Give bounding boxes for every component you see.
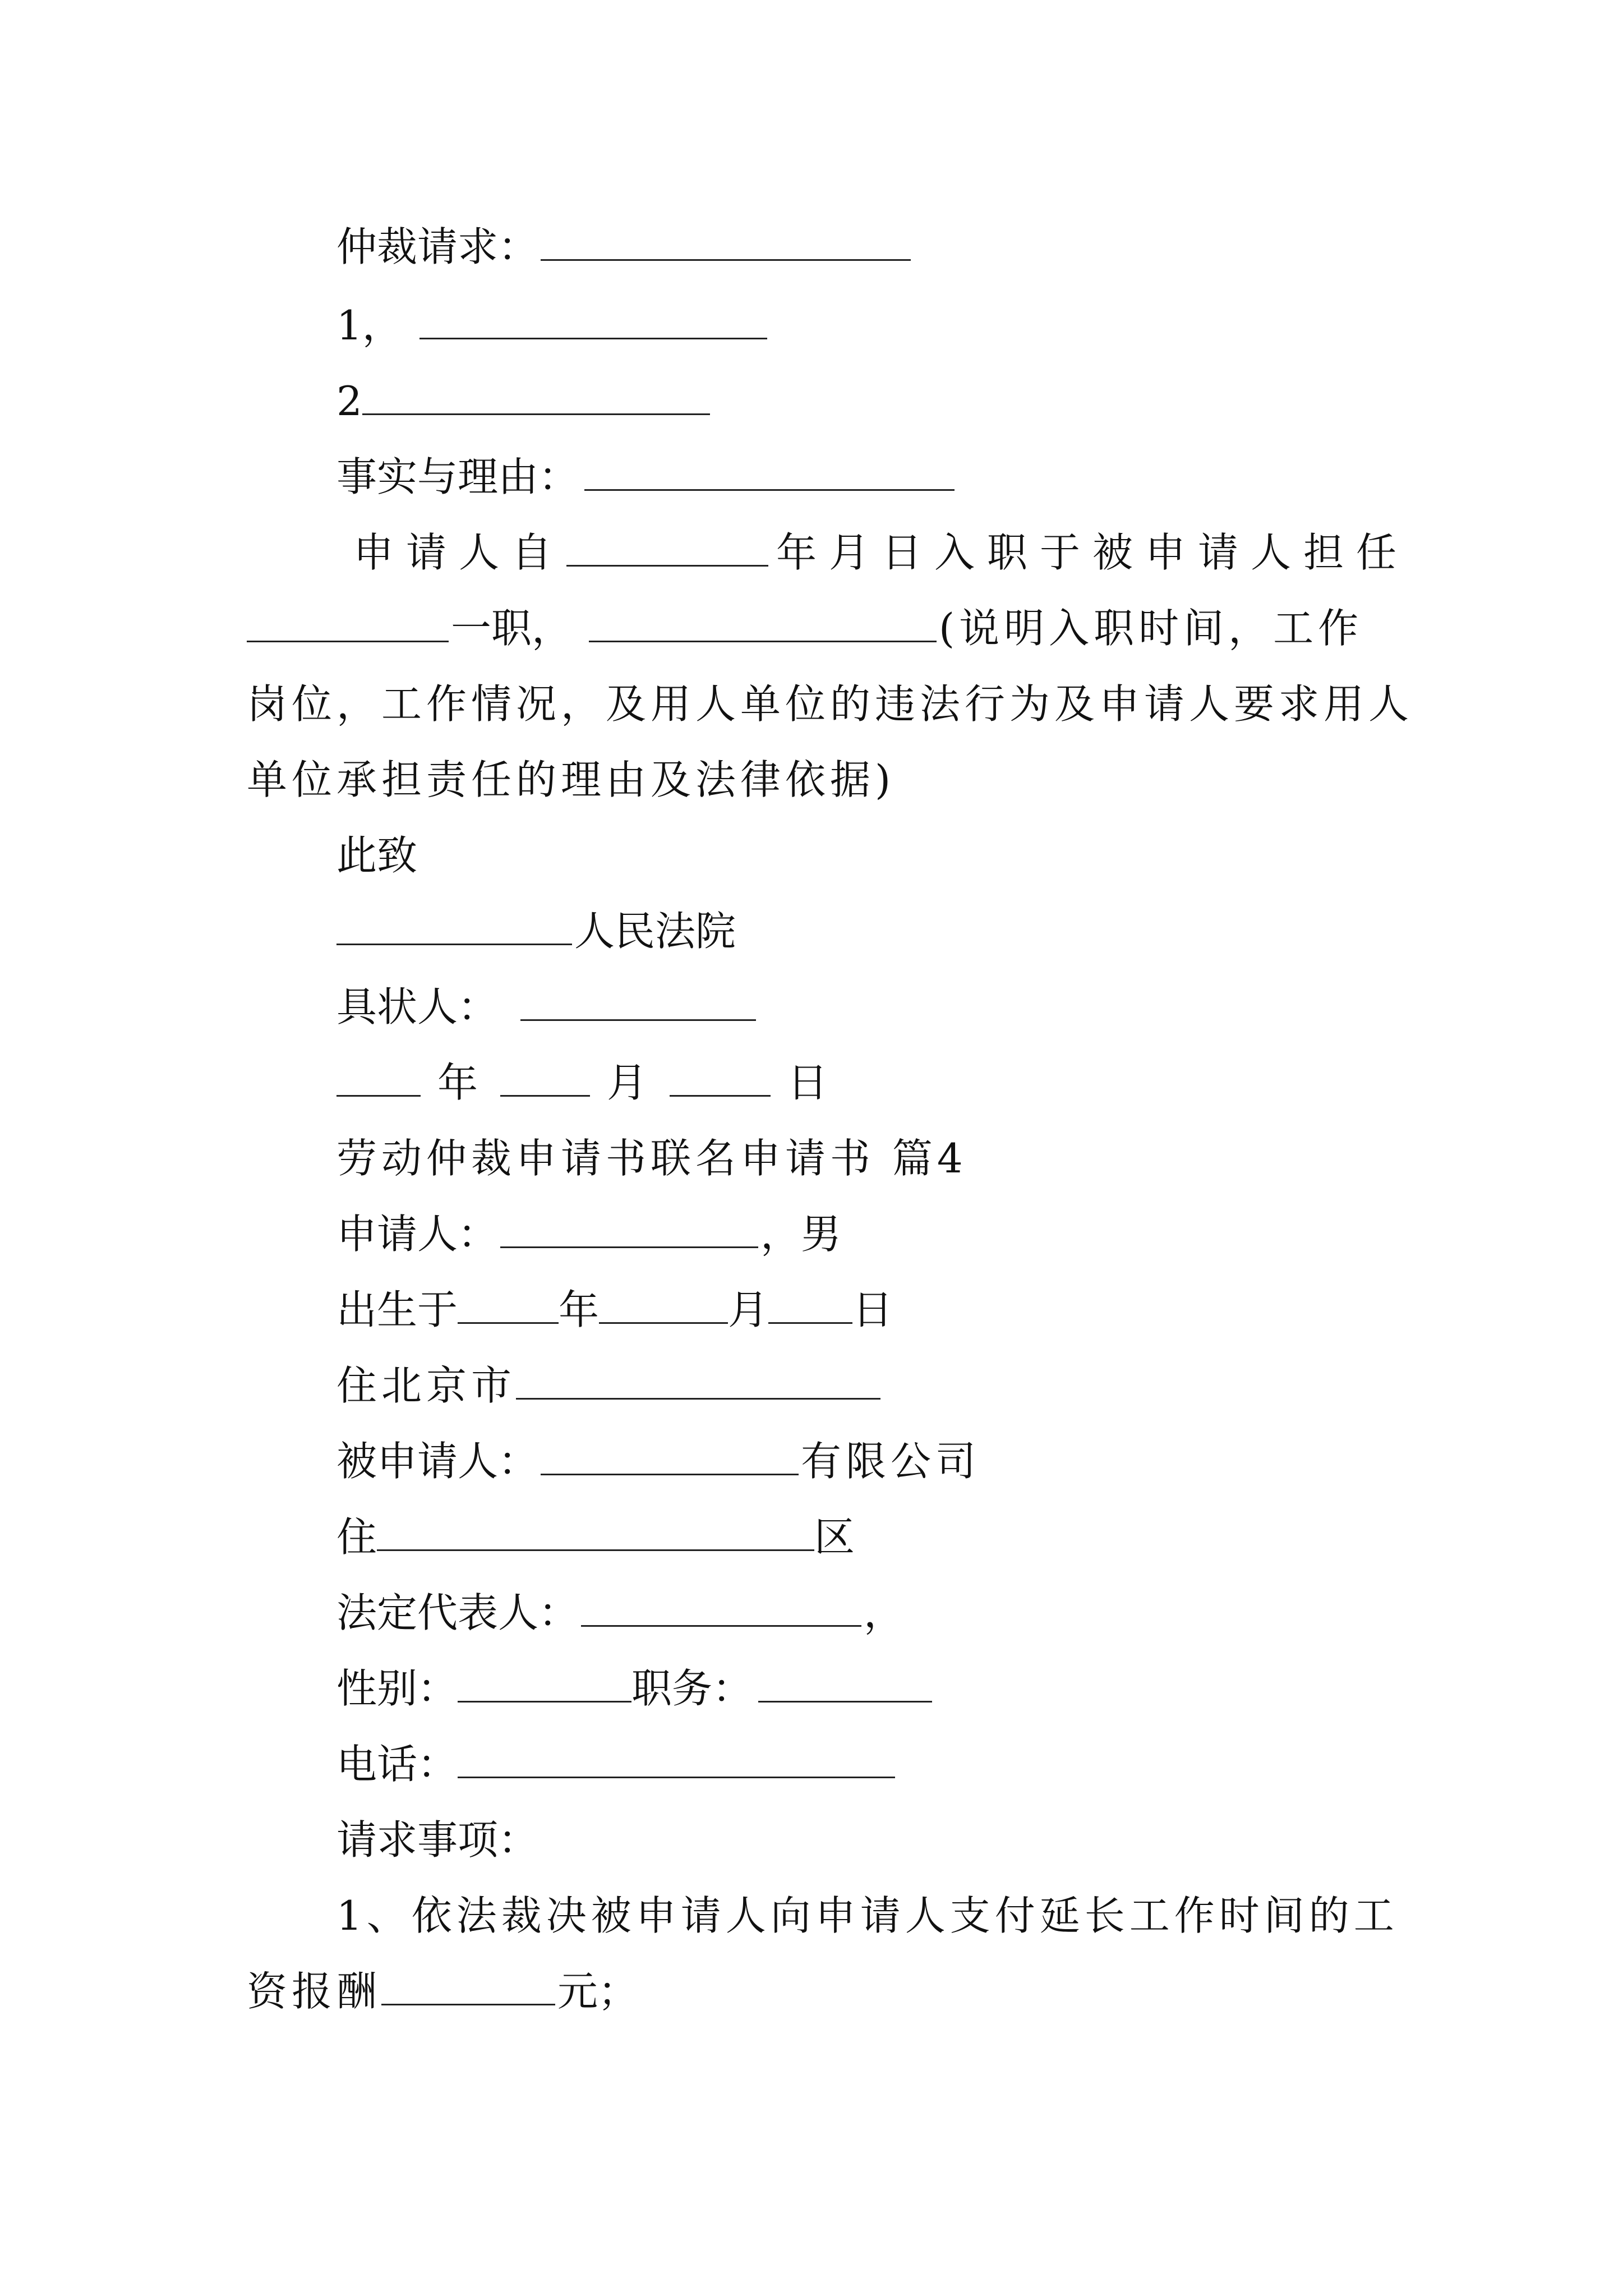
claim-item-1-continuation	[247, 1963, 638, 2019]
body-paragraph-text-1: 岗位，工作情况，及用人单位的违法行为及申请人要求用人	[247, 680, 1414, 728]
body-paragraph-text-2: 单位承担责任的理由及法律依据)	[247, 756, 896, 803]
claim-item-1-line	[336, 1888, 1399, 1944]
signature-year-blank	[336, 1056, 421, 1097]
respondent-name-blank	[541, 1434, 799, 1475]
signature-month-blank	[500, 1056, 590, 1097]
phone-line	[336, 1736, 897, 1792]
birth-month-label: 月	[728, 1286, 769, 1333]
arbitration-request-line	[336, 219, 913, 275]
applicant-since-line	[353, 524, 1409, 581]
claim-amount-unit: 元；	[557, 1968, 639, 2015]
position-text: 一职，	[451, 605, 573, 652]
respondent-label: 被申请人：	[336, 1438, 539, 1485]
signature-day-label: 日	[787, 1059, 828, 1106]
respondent-address-suffix: 区	[814, 1513, 855, 1561]
respondent-address-line	[336, 1509, 855, 1565]
salutation-text: 此致	[336, 832, 418, 879]
request-item-2-blank	[362, 374, 710, 415]
phone-label: 电话：	[336, 1741, 458, 1788]
request-item-2-label: 2	[336, 378, 362, 425]
claims-heading-text: 请求事项：	[336, 1816, 539, 1864]
court-blank	[336, 904, 572, 945]
claim-item-1-text: 1、依法裁决被申请人向申请人支付延长工作时间的工	[336, 1892, 1399, 1939]
plaintiff-signature-line	[336, 979, 758, 1035]
applicant-address-label: 住北京市	[336, 1362, 517, 1409]
respondent-line	[336, 1433, 980, 1489]
legal-rep-label: 法定代表人：	[336, 1589, 579, 1636]
facts-reasons-label: 事实与理由：	[336, 453, 579, 500]
applicant-address-line	[336, 1358, 880, 1414]
request-item-1-label: 1，	[336, 302, 403, 349]
applicant-name-blank	[500, 1207, 758, 1248]
section-heading-text: 劳动仲裁申请书联名申请书 篇4	[336, 1135, 967, 1182]
legal-rep-line	[336, 1585, 904, 1641]
court-line	[336, 903, 736, 959]
legal-rep-blank	[581, 1586, 861, 1627]
body-paragraph-line-1	[247, 676, 1413, 732]
respondent-address-label: 住	[336, 1513, 377, 1561]
applicant-address-blank	[516, 1359, 880, 1400]
claim-item-1-cont-text: 资报酬	[247, 1968, 382, 2015]
claims-heading-line	[336, 1812, 538, 1868]
arbitration-request-label: 仲裁请求：	[336, 223, 539, 270]
birth-day-blank	[768, 1283, 852, 1324]
birth-date-label: 出生于	[336, 1286, 458, 1333]
plaintiff-signature-blank	[520, 980, 756, 1021]
salutation-line	[336, 827, 417, 884]
request-item-1-blank	[419, 298, 767, 339]
signature-month-label: 月	[607, 1059, 648, 1106]
request-item-2-line	[336, 373, 712, 429]
plaintiff-signature-label: 具状人：	[336, 983, 499, 1030]
applicant-line	[336, 1206, 841, 1262]
applicant-label: 申请人：	[336, 1211, 499, 1258]
arbitration-request-blank	[541, 220, 911, 261]
gender-blank	[458, 1662, 631, 1703]
legal-rep-suffix: ，	[864, 1589, 905, 1636]
birth-day-label: 日	[852, 1286, 893, 1333]
position-note: (说明入职时间，工作	[939, 605, 1363, 652]
respondent-suffix: 有限公司	[801, 1438, 981, 1485]
claim-amount-blank	[381, 1964, 555, 2005]
birth-date-line	[336, 1282, 893, 1338]
birth-month-blank	[599, 1283, 728, 1324]
gender-label: 性别：	[336, 1665, 458, 1712]
applicant-since-blank	[566, 526, 768, 567]
birth-year-label: 年	[559, 1286, 600, 1333]
signature-year-label: 年	[437, 1059, 478, 1106]
title-label: 职务：	[631, 1665, 753, 1712]
title-blank	[758, 1662, 932, 1703]
phone-blank	[458, 1737, 895, 1778]
birth-year-blank	[458, 1283, 559, 1324]
applicant-since-text: 申请人自	[353, 529, 565, 576]
facts-reasons-line	[336, 449, 957, 505]
facts-reasons-blank	[584, 450, 955, 491]
position-blank	[247, 601, 449, 642]
applicant-since-text-2: 年月日入职于被申请人担任	[776, 529, 1409, 576]
section-heading	[336, 1130, 967, 1186]
respondent-address-blank	[377, 1510, 814, 1551]
request-item-1-line	[336, 297, 769, 353]
position-detail-blank	[589, 601, 937, 642]
applicant-gender: ，男	[760, 1211, 842, 1258]
court-text: 人民法院	[574, 908, 736, 955]
signature-day-blank	[670, 1056, 771, 1097]
position-line	[247, 600, 1363, 656]
signature-date-line	[336, 1055, 828, 1111]
gender-title-line	[336, 1660, 934, 1717]
body-paragraph-line-2	[247, 752, 895, 808]
